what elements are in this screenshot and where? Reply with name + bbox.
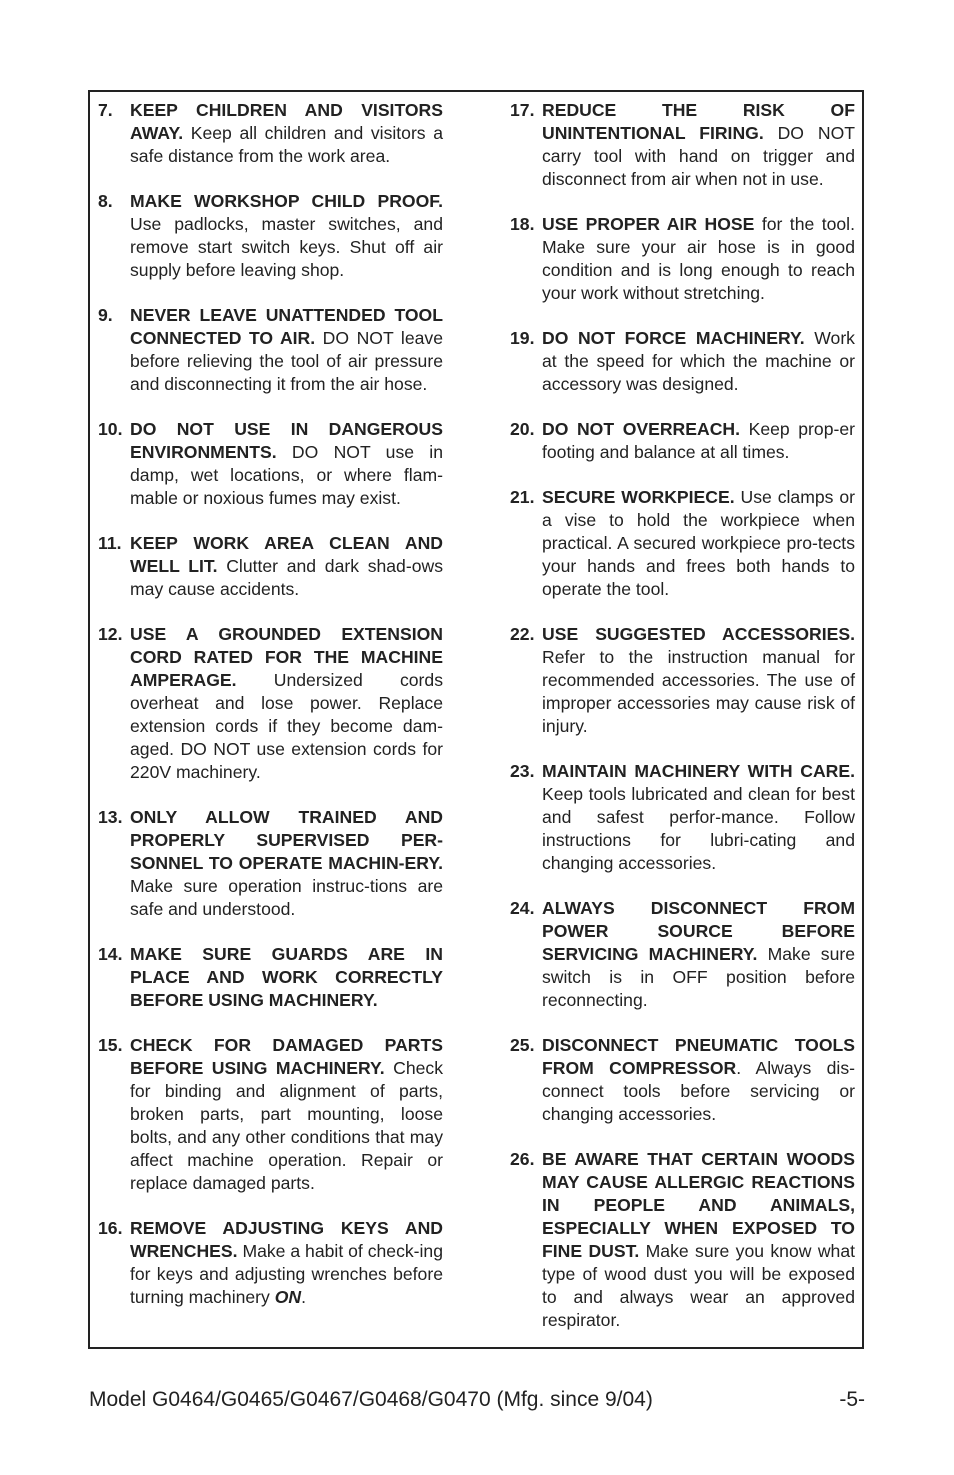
item-body: Use clamps or a vise to hold the workpiece when practical. A secured workpiece pro-tects your hands and frees both hands to operate the tool.: [542, 487, 855, 599]
page-number: -5-: [839, 1388, 865, 1411]
item-body: Work at the speed for which the machine or accessory was designed.: [542, 328, 855, 394]
item-heading: REDUCE THE RISK OF UNINTENTIONAL FIRING.: [542, 100, 855, 143]
safety-item-22: [510, 623, 855, 738]
item-heading: ALWAYS DISCONNECT FROM POWER SOURCE BEFORE SERVICING MACHINERY.: [542, 898, 855, 964]
item-number: 26.: [510, 1149, 535, 1169]
item-body: DO NOT carry tool with hand on trigger and disconnect from air when not in use.: [542, 123, 855, 189]
item-body: . Always dis-connect tools before servicing or changing accessories.: [542, 1058, 855, 1124]
item-body: for the tool. Make sure your air hose is in good condition and is long enough to reach your work without stretching.: [542, 214, 855, 303]
item-number: 22.: [510, 624, 535, 644]
item-body: Keep prop-er footing and balance at all times.: [542, 419, 855, 462]
item-body: Undersized cords overheat and lose power. Replace extension cords if they become dam-aged. DO NOT use extension cords for 220V machinery.: [130, 670, 443, 782]
item-heading: MAINTAIN MACHINERY WITH CARE.: [542, 761, 855, 781]
item-body: Check for binding and alignment of parts, broken parts, part mounting, loose bolts, and any other conditions that may affect machine operation. Repair or replace damaged parts.: [130, 1058, 443, 1193]
item-heading: MAKE WORKSHOP CHILD PROOF.: [130, 191, 443, 211]
item-heading: DO NOT USE IN DANGEROUS ENVIRONMENTS.: [130, 419, 443, 462]
safety-item-17: [510, 99, 855, 191]
safety-instructions-box: [88, 90, 864, 1349]
item-body: Use padlocks, master switches, and remove start switch keys. Shut off air supply before leaving shop.: [130, 214, 443, 280]
item-number: 10.: [98, 419, 123, 439]
safety-item-12: [98, 623, 443, 784]
item-number: 16.: [98, 1218, 123, 1238]
item-heading: ONLY ALLOW TRAINED AND PROPERLY SUPERVISED PER-SONNEL TO OPERATE MACHIN-ERY.: [130, 807, 443, 873]
item-heading: KEEP CHILDREN AND VISITORS AWAY.: [130, 100, 443, 143]
safety-item-9: [98, 304, 443, 396]
safety-item-20: [510, 418, 855, 464]
item-heading: KEEP WORK AREA CLEAN AND WELL LIT.: [130, 533, 443, 576]
safety-item-15: [98, 1034, 443, 1195]
item-heading: USE SUGGESTED ACCESSORIES.: [542, 624, 855, 644]
item-body: DO NOT use in damp, wet locations, or where flam-mable or noxious fumes may exist.: [130, 442, 443, 508]
item-heading: SECURE WORKPIECE.: [542, 487, 735, 507]
item-number: 14.: [98, 944, 123, 964]
item-number: 23.: [510, 761, 535, 781]
item-number: 12.: [98, 624, 123, 644]
safety-item-25: [510, 1034, 855, 1126]
item-emphasis: ON: [274, 1287, 302, 1307]
item-body: Make sure operation instruc-tions are safe and understood.: [130, 876, 443, 919]
item-number: 20.: [510, 419, 535, 439]
item-number: 21.: [510, 487, 535, 507]
safety-item-13: [98, 806, 443, 921]
item-number: 19.: [510, 328, 535, 348]
safety-item-16: [98, 1217, 443, 1309]
left-column: [98, 99, 443, 1331]
safety-item-14: [98, 943, 443, 1012]
item-tail: .: [301, 1287, 307, 1307]
item-body: Refer to the instruction manual for recommended accessories. The use of improper accessories may cause risk of injury.: [542, 647, 855, 736]
item-number: 7.: [98, 100, 113, 120]
item-body: Make sure you know what type of wood dust you will be exposed to and always wear an approved respirator.: [542, 1241, 855, 1330]
item-number: 9.: [98, 305, 113, 325]
safety-item-26: [510, 1148, 855, 1332]
model-label: Model G0464/G0465/G0467/G0468/G0470 (Mfg. since 9/04): [89, 1388, 653, 1411]
item-heading: DO NOT OVERREACH.: [542, 419, 741, 439]
safety-item-19: [510, 327, 855, 396]
item-number: 17.: [510, 100, 535, 120]
item-heading: MAKE SURE GUARDS ARE IN PLACE AND WORK CORRECTLY BEFORE USING MACHINERY.: [130, 944, 443, 1010]
item-heading: DO NOT FORCE MACHINERY.: [542, 328, 805, 348]
safety-item-8: [98, 190, 443, 282]
safety-item-11: [98, 532, 443, 601]
item-body: Keep tools lubricated and clean for best and safest perfor-mance. Follow instructions for lubri-cating and changing accessories.: [542, 784, 855, 873]
item-body: DO NOT leave before relieving the tool of air pressure and disconnecting it from the air hose.: [130, 328, 443, 394]
item-heading: USE A GROUNDED EXTENSION CORD RATED FOR THE MACHINE AMPERAGE.: [130, 624, 443, 690]
item-body: Make sure switch is in OFF position before reconnecting.: [542, 944, 855, 1010]
item-number: 15.: [98, 1035, 123, 1055]
item-body: Make a habit of check-ing for keys and adjusting wrenches before turning machinery: [130, 1241, 443, 1307]
item-number: 25.: [510, 1035, 535, 1055]
item-heading: DISCONNECT PNEUMATIC TOOLS FROM COMPRESSOR: [542, 1035, 855, 1078]
safety-item-24: [510, 897, 855, 1012]
item-heading: NEVER LEAVE UNATTENDED TOOL CONNECTED TO AIR.: [130, 305, 443, 348]
item-body: Clutter and dark shad-ows may cause accidents.: [130, 556, 443, 599]
item-heading: BE AWARE THAT CERTAIN WOODS MAY CAUSE ALLERGIC REACTIONS IN PEOPLE AND ANIMALS, ESPECIALLY WHEN EXPOSED TO FINE DUST.: [542, 1149, 855, 1261]
item-heading: CHECK FOR DAMAGED PARTS BEFORE USING MACHINERY.: [130, 1035, 443, 1078]
safety-item-7: [98, 99, 443, 168]
safety-item-10: [98, 418, 443, 510]
item-number: 24.: [510, 898, 535, 918]
item-number: 11.: [98, 533, 122, 553]
safety-item-23: [510, 760, 855, 875]
item-heading: REMOVE ADJUSTING KEYS AND WRENCHES.: [130, 1218, 443, 1261]
item-heading: USE PROPER AIR HOSE: [542, 214, 755, 234]
safety-item-18: [510, 213, 855, 305]
item-number: 8.: [98, 191, 113, 211]
right-column: [510, 99, 855, 1354]
safety-item-21: [510, 486, 855, 601]
item-number: 18.: [510, 214, 535, 234]
item-number: 13.: [98, 807, 123, 827]
item-body: Keep all children and visitors a safe distance from the work area.: [130, 123, 443, 166]
